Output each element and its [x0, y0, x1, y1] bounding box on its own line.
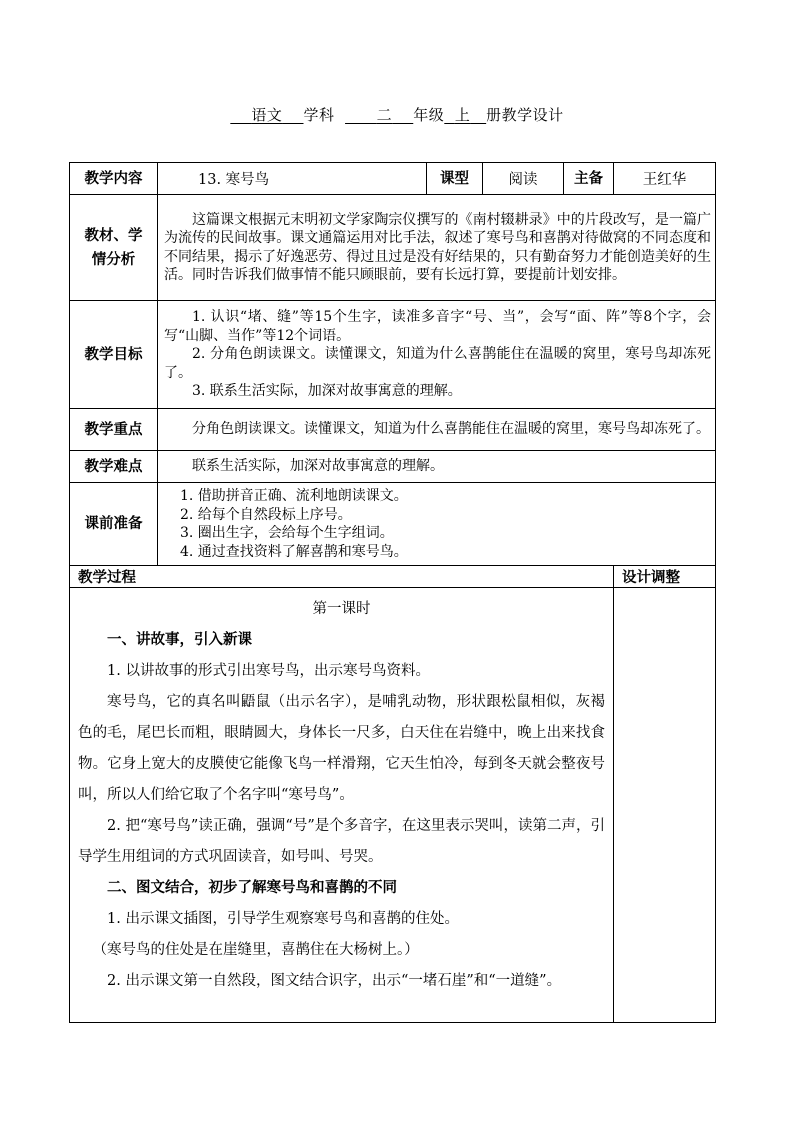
- process-paragraph: 2. 出示课文第一自然段，图文结合识字，出示“一堵石崖”和“一道缝”。: [107, 973, 562, 989]
- process-paragraph: 寒号鸟，它的真名叫鼯鼠（出示名字），是哺乳动物，形状跟松鼠相似，灰褐色的毛，尾巴长而粗，眼睛圆大，身体长一尺多，白天住在岩缝中，晚上出来找食物。它身上宽大的皮膜使它能像飞鸟一样滑翔，它天生怕冷，每到冬天就会整夜号叫，所以人们给它取了个名字叫“寒号鸟”。: [78, 694, 606, 803]
- process-body-row: [70, 588, 716, 1023]
- process-header-row: [70, 566, 716, 588]
- lead-value: 王红华: [614, 163, 716, 195]
- adjust-column: [614, 588, 716, 1023]
- goal-item: 2. 分角色朗读课文。读懂课文，知道为什么喜鹊能住在温暖的窝里，寒号鸟却冻死了。: [164, 346, 712, 381]
- analysis-row: [70, 195, 716, 301]
- difficulties-row: [70, 451, 716, 483]
- process-paragraph: 2. 把“寒号鸟”读正确，强调“号”是个多音字，在这里表示哭叫，读第二声，引导学生用组词的方式巩固读音，如号叫、号哭。: [78, 818, 606, 865]
- subject-suffix: 学科: [303, 106, 335, 124]
- volume-suffix: 册教学设计: [486, 106, 564, 124]
- difficulties-label: 教学难点: [70, 451, 158, 483]
- grade: 二: [376, 106, 393, 124]
- adjust-label: 设计调整: [614, 566, 716, 588]
- analysis-label: 教材、学情分析: [70, 195, 158, 301]
- type-value: 阅读: [483, 163, 564, 195]
- key-points-text: 分角色朗读课文。读懂课文，知道为什么喜鹊能住在温暖的窝里，寒号鸟却冻死了。: [192, 421, 710, 438]
- subject: 语文: [251, 106, 283, 124]
- header-row: [70, 163, 716, 195]
- volume: 上: [454, 106, 471, 124]
- goal-item: 1. 认识“堵、缝”等15个生字，读准多音字“号、当”，会写“面、阵”等8个字，会写“山脚、当作”等12个词语。: [164, 309, 712, 344]
- process-paragraph: 1. 出示课文插图，引导学生观察寒号鸟和喜鹊的住处。: [107, 911, 459, 927]
- content-value: 13. 寒号鸟: [158, 163, 427, 195]
- key-points-row: [70, 409, 716, 451]
- key-points-label: 教学重点: [70, 409, 158, 451]
- preparation-label: 课前准备: [70, 483, 158, 566]
- grade-suffix: 年级: [413, 106, 445, 124]
- process-content: [70, 588, 614, 1023]
- lesson-title: 第一课时: [312, 601, 371, 617]
- preparation-row: [70, 483, 716, 566]
- page-title: [0, 104, 794, 125]
- lesson-plan-table: [69, 162, 716, 1023]
- process-label: 教学过程: [70, 566, 614, 588]
- difficulties-text: 联系生活实际，加深对故事寓意的理解。: [192, 458, 444, 475]
- section-heading: 一、讲故事，引入新课: [107, 632, 252, 648]
- prep-item: 3. 圈出生字，会给每个生字组词。: [180, 525, 394, 541]
- process-paragraph: （寒号鸟的住处是在崖缝里，喜鹊住在大杨树上。）: [92, 942, 419, 958]
- content-label: 教学内容: [70, 163, 158, 195]
- process-paragraph: 1. 以讲故事的形式引出寒号鸟，出示寒号鸟资料。: [107, 663, 430, 679]
- type-label: 课型: [427, 163, 483, 195]
- goals-row: [70, 301, 716, 409]
- prep-item: 1. 借助拼音正确、流利地朗读课文。: [180, 488, 408, 504]
- lead-label: 主备: [564, 163, 614, 195]
- prep-item: 2. 给每个自然段标上序号。: [180, 506, 352, 523]
- section-heading: 二、图文结合，初步了解寒号鸟和喜鹊的不同: [107, 880, 397, 896]
- goals-label: 教学目标: [70, 301, 158, 409]
- prep-item: 4. 通过查找资料了解喜鹊和寒号鸟。: [180, 543, 408, 560]
- goal-item: 3. 联系生活实际，加深对故事寓意的理解。: [192, 383, 462, 400]
- analysis-text: 这篇课文根据元末明初文学家陶宗仪撰写的《南村辍耕录》中的片段改写，是一篇广为流传的民间故事。课文通篇运用对比手法，叙述了寒号鸟和喜鹊对待做窝的不同态度和不同结果，揭示了好逸恶劳、得过且过是没有好结果的，只有勤奋努力才能创造美好的生活。同时告诉我们做事情不能只顾眼前，要有长远打算，要提前计划安排。: [164, 211, 712, 283]
